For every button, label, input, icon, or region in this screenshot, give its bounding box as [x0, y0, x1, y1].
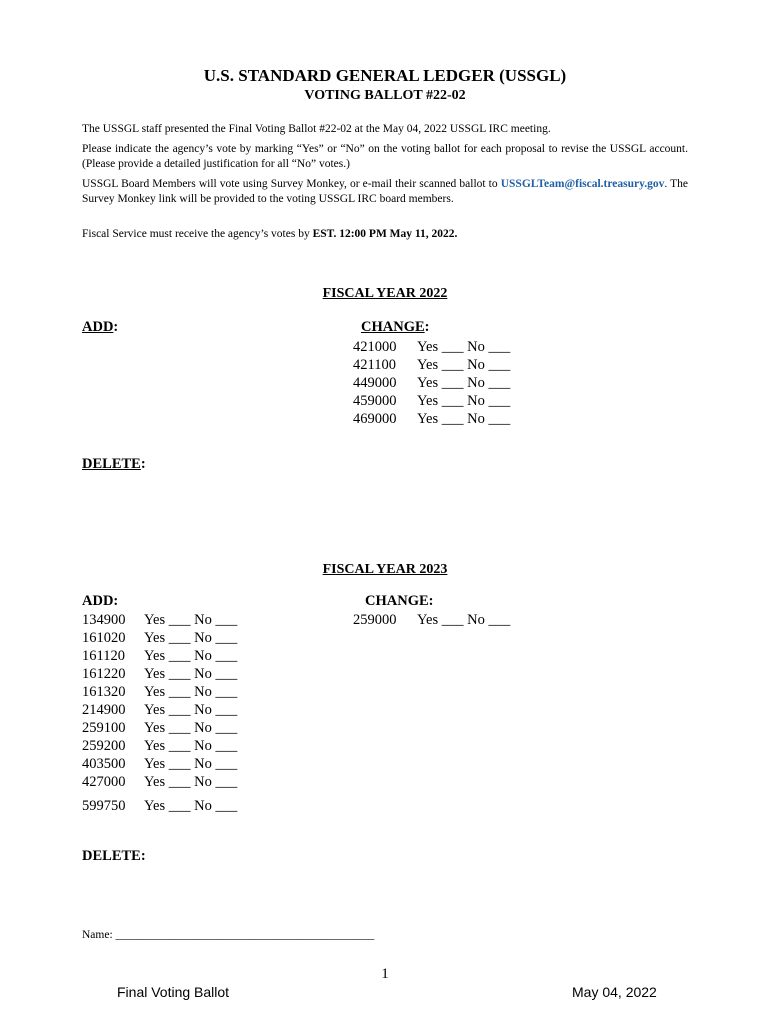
- vote-field[interactable]: Yes ___ No ___: [144, 702, 238, 718]
- fy2022-change-list: [353, 338, 510, 428]
- intro-paragraph-4: [82, 227, 688, 242]
- account-number: 449000: [353, 375, 397, 391]
- account-number: 161020: [82, 630, 126, 646]
- vote-field[interactable]: Yes ___ No ___: [417, 339, 511, 355]
- account-number: 259200: [82, 738, 126, 754]
- account-number: 161220: [82, 666, 126, 682]
- fy2022-add-label-text: ADD: [82, 319, 114, 335]
- fy2023-add-row: [82, 665, 237, 683]
- account-number: 599750: [82, 798, 126, 814]
- vote-field[interactable]: Yes ___ No ___: [417, 411, 511, 427]
- vote-field[interactable]: Yes ___ No ___: [417, 375, 511, 391]
- fy2023-change-list: [353, 611, 510, 629]
- vote-field[interactable]: Yes ___ No ___: [144, 756, 238, 772]
- account-number: 403500: [82, 756, 126, 772]
- intro-paragraph-2: Please indicate the agency’s vote by marking “Yes” or “No” on the voting ballot for each proposal to revise the USSGL account. (Please provide a detailed justification for all “No” votes.): [82, 143, 688, 170]
- fy2022-change-label-text: CHANGE: [361, 319, 425, 335]
- fy2023-add-row: [82, 797, 237, 815]
- account-number: 161320: [82, 684, 126, 700]
- vote-field[interactable]: Yes ___ No ___: [144, 630, 238, 646]
- fy2023-add-row: [82, 737, 237, 755]
- fy2022-change-row: [353, 374, 510, 392]
- vote-field[interactable]: Yes ___ No ___: [144, 720, 238, 736]
- fy2023-add-list: [82, 611, 237, 791]
- fy2023-heading: FISCAL YEAR 2023: [322, 562, 448, 577]
- account-number: 259000: [353, 612, 397, 628]
- page-number: 1: [381, 966, 389, 982]
- fy2023-change-label: CHANGE:: [365, 593, 434, 609]
- intro-paragraph-3-tail: . The Survey Monkey link will be provided to the voting USSGL IRC board members.: [82, 178, 689, 205]
- fy2023-add-row: [82, 611, 237, 629]
- vote-field[interactable]: Yes ___ No ___: [144, 648, 238, 664]
- fy2022-change-row: [353, 392, 510, 410]
- vote-field[interactable]: Yes ___ No ___: [144, 738, 238, 754]
- deadline-text: Fiscal Service must receive the agency’s votes by: [82, 228, 313, 240]
- fy2022-heading: FISCAL YEAR 2022: [322, 286, 448, 301]
- fy2023-add-label: ADD:: [82, 593, 119, 609]
- name-field[interactable]: Name: _____________________________________________: [82, 929, 375, 941]
- fy2022-delete-label: DELETE:: [82, 456, 146, 472]
- account-number: 134900: [82, 612, 126, 628]
- vote-field[interactable]: Yes ___ No ___: [144, 612, 238, 628]
- footer-title: Final Voting Ballot: [117, 984, 230, 1000]
- account-number: 259100: [82, 720, 126, 736]
- fy2023-add-row: [82, 701, 237, 719]
- vote-field[interactable]: Yes ___ No ___: [144, 798, 238, 814]
- fy2022-add-label: ADD:: [82, 319, 119, 335]
- fy2023-add-row: [82, 773, 237, 791]
- vote-field[interactable]: Yes ___ No ___: [417, 393, 511, 409]
- fy2022-change-row: [353, 356, 510, 374]
- vote-field[interactable]: Yes ___ No ___: [144, 684, 238, 700]
- vote-field[interactable]: Yes ___ No ___: [144, 666, 238, 682]
- fy2023-delete-label: DELETE:: [82, 848, 146, 864]
- intro-paragraph-3-text: USSGL Board Members will vote using Survey Monkey, or e-mail their scanned ballot to: [82, 178, 501, 190]
- intro-paragraph-3: [82, 177, 688, 206]
- document-title: U.S. STANDARD GENERAL LEDGER (USSGL): [203, 66, 567, 85]
- deadline-date: EST. 12:00 PM May 11, 2022.: [312, 228, 458, 240]
- account-number: 421100: [353, 357, 396, 373]
- vote-field[interactable]: Yes ___ No ___: [417, 357, 511, 373]
- account-number: 161120: [82, 648, 125, 664]
- fy2022-change-row: [353, 410, 510, 428]
- ballot-number: VOTING BALLOT #22-02: [304, 88, 466, 103]
- fy2023-add-extra: [82, 797, 237, 815]
- fy2023-add-row: [82, 629, 237, 647]
- account-number: 421000: [353, 339, 397, 355]
- vote-field[interactable]: Yes ___ No ___: [417, 612, 511, 628]
- fy2023-add-row: [82, 755, 237, 773]
- fy2023-add-row: [82, 683, 237, 701]
- email-link[interactable]: USSGLTeam@fiscal.treasury.gov: [500, 178, 665, 190]
- intro-paragraph-1: The USSGL staff presented the Final Voting Ballot #22-02 at the May 04, 2022 USSGL IRC meeting.: [82, 123, 551, 135]
- fy2022-delete-label-text: DELETE: [82, 456, 141, 472]
- fy2023-add-row: [82, 719, 237, 737]
- fy2023-add-row: [82, 647, 237, 665]
- vote-field[interactable]: Yes ___ No ___: [144, 774, 238, 790]
- account-number: 469000: [353, 411, 397, 427]
- account-number: 214900: [82, 702, 126, 718]
- footer-date: May 04, 2022: [572, 984, 657, 1000]
- account-number: 459000: [353, 393, 397, 409]
- fy2022-change-label: CHANGE:: [361, 319, 430, 335]
- account-number: 427000: [82, 774, 126, 790]
- fy2022-change-row: [353, 338, 510, 356]
- fy2023-change-row: [353, 611, 510, 629]
